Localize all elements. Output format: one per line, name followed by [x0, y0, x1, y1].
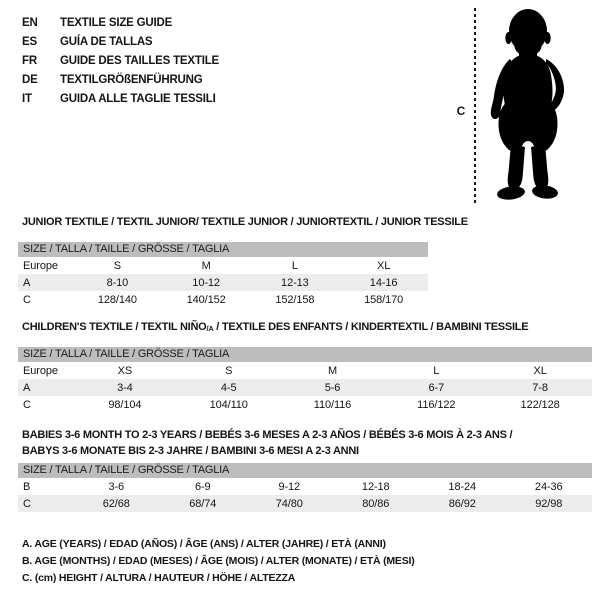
- legend-note-a: A. AGE (YEARS) / EDAD (AÑOS) / ÂGE (ANS) / ALTER (JAHRE) / ETÀ (ANNI): [22, 538, 386, 550]
- row-label: A: [23, 381, 31, 394]
- height-cell: 80/86: [362, 497, 390, 510]
- size-cell: XL: [376, 259, 391, 272]
- section-title-children: [22, 320, 528, 336]
- height-cell: 62/68: [102, 497, 130, 510]
- table-row-height: [18, 291, 428, 308]
- height-cell: 128/140: [97, 293, 137, 306]
- language-row-en: [22, 13, 219, 32]
- size-header-bar: SIZE / TALLA / TAILLE / GRÖSSE / TAGLIA: [18, 242, 428, 257]
- baby-silhouette-graphic: [486, 4, 586, 209]
- height-cell: 116/122: [417, 398, 456, 411]
- size-cell: S: [225, 364, 233, 377]
- row-label: C: [23, 497, 31, 510]
- legend-notes: [22, 536, 415, 587]
- legend-note-b: B. AGE (MONTHS) / EDAD (MESES) / ÂGE (MOIS) / ALTER (MONATE) / ETÀ (MESI): [22, 555, 415, 567]
- size-header-bar: SIZE / TALLA / TAILLE / GRÖSSE / TAGLIA: [18, 347, 592, 362]
- height-cell: 92/98: [535, 497, 563, 510]
- height-cell: 158/170: [364, 293, 404, 306]
- size-cell: M: [201, 259, 211, 272]
- age-cell: 10-12: [192, 276, 220, 289]
- row-label: A: [23, 276, 31, 289]
- size-cell: S: [113, 259, 121, 272]
- height-cell: 140/152: [186, 293, 226, 306]
- title-text: / TEXTILE DES ENFANTS / KINDERTEXTIL / BAMBINI TESSILE: [213, 321, 529, 333]
- age-cell: 18-24: [448, 480, 477, 493]
- age-cell: 6-9: [194, 480, 211, 493]
- age-cell: 12-13: [281, 276, 309, 289]
- children-size-table: [18, 347, 592, 413]
- age-cell: 8-10: [106, 276, 129, 289]
- height-cell: 86/92: [448, 497, 476, 510]
- language-label: GUIDA ALLE TAGLIE TESSILI: [60, 92, 216, 105]
- table-row-europe: [18, 257, 428, 274]
- language-row-de: [22, 70, 219, 89]
- age-cell: 5-6: [324, 381, 341, 394]
- row-label: C: [23, 398, 31, 411]
- section-title-babies-line1: BABIES 3-6 MONTH TO 2-3 YEARS / BEBÉS 3-6 MESES A 2-3 AÑOS / BÉBÉS 3-6 MOIS À 2-3 ANS /: [22, 429, 513, 441]
- language-row-es: [22, 32, 219, 51]
- table-row-height: [18, 495, 592, 512]
- language-code: EN: [22, 16, 38, 29]
- size-cell: XS: [117, 364, 133, 377]
- title-text: CHILDREN'S TEXTILE / TEXTIL NIÑO: [22, 321, 207, 333]
- size-cell: L: [433, 364, 440, 377]
- junior-size-table: [18, 242, 428, 308]
- table-row-age: [18, 274, 428, 291]
- table-row-europe: [18, 362, 592, 379]
- size-cell: XL: [533, 364, 547, 377]
- row-label: Europe: [23, 364, 58, 377]
- age-cell: 9-12: [278, 480, 301, 493]
- height-cell: 152/158: [275, 293, 315, 306]
- height-dashed-line: [474, 8, 476, 205]
- height-cell: 110/116: [313, 398, 352, 411]
- size-cell: L: [291, 259, 298, 272]
- language-code: FR: [22, 54, 37, 67]
- age-cell: 12-18: [361, 480, 390, 493]
- language-code: DE: [22, 73, 38, 86]
- section-title-junior: JUNIOR TEXTILE / TEXTIL JUNIOR/ TEXTILE JUNIOR / JUNIORTEXTIL / JUNIOR TESSILE: [22, 216, 468, 228]
- height-cell: 122/128: [520, 398, 560, 411]
- language-label: GUIDE DES TAILLES TEXTILE: [60, 54, 219, 67]
- legend-note-c: C. (cm) HEIGHT / ALTURA / HAUTEUR / HÖHE / ALTEZZA: [22, 572, 296, 584]
- table-row-age: [18, 379, 592, 396]
- height-cell: 98/104: [108, 398, 142, 411]
- age-cell: 4-5: [220, 381, 237, 394]
- language-row-fr: [22, 51, 219, 70]
- height-measure-label: C: [456, 104, 466, 118]
- age-cell: 24-36: [534, 480, 563, 493]
- title-subscript: /A: [206, 324, 214, 333]
- height-cell: 74/80: [275, 497, 303, 510]
- age-cell: 7-8: [532, 381, 548, 394]
- age-cell: 3-4: [117, 381, 133, 394]
- language-title-list: [22, 13, 219, 108]
- height-cell: 104/110: [209, 398, 248, 411]
- language-label: TEXTILGRÖßENFÜHRUNG: [60, 73, 203, 86]
- row-label: B: [23, 480, 31, 493]
- age-cell: 14-16: [369, 276, 398, 289]
- row-label: Europe: [23, 259, 58, 272]
- language-label: TEXTILE SIZE GUIDE: [60, 16, 173, 29]
- language-code: ES: [22, 35, 37, 48]
- size-header-bar: SIZE / TALLA / TAILLE / GRÖSSE / TAGLIA: [18, 463, 592, 478]
- age-cell: 6-7: [428, 381, 445, 394]
- age-cell: 3-6: [108, 480, 125, 493]
- height-cell: 68/74: [189, 497, 217, 510]
- language-label: GUÍA DE TALLAS: [60, 35, 153, 48]
- table-row-height: [18, 396, 592, 413]
- row-label: C: [23, 293, 31, 306]
- size-cell: M: [327, 364, 338, 377]
- language-row-it: [22, 89, 219, 108]
- language-code: IT: [22, 92, 32, 105]
- section-title-babies-line2: BABYS 3-6 MONATE BIS 2-3 JAHRE / BAMBINI 3-6 MESI A 2-3 ANNI: [22, 445, 359, 457]
- table-row-age-months: [18, 478, 592, 495]
- babies-size-table: [18, 463, 592, 512]
